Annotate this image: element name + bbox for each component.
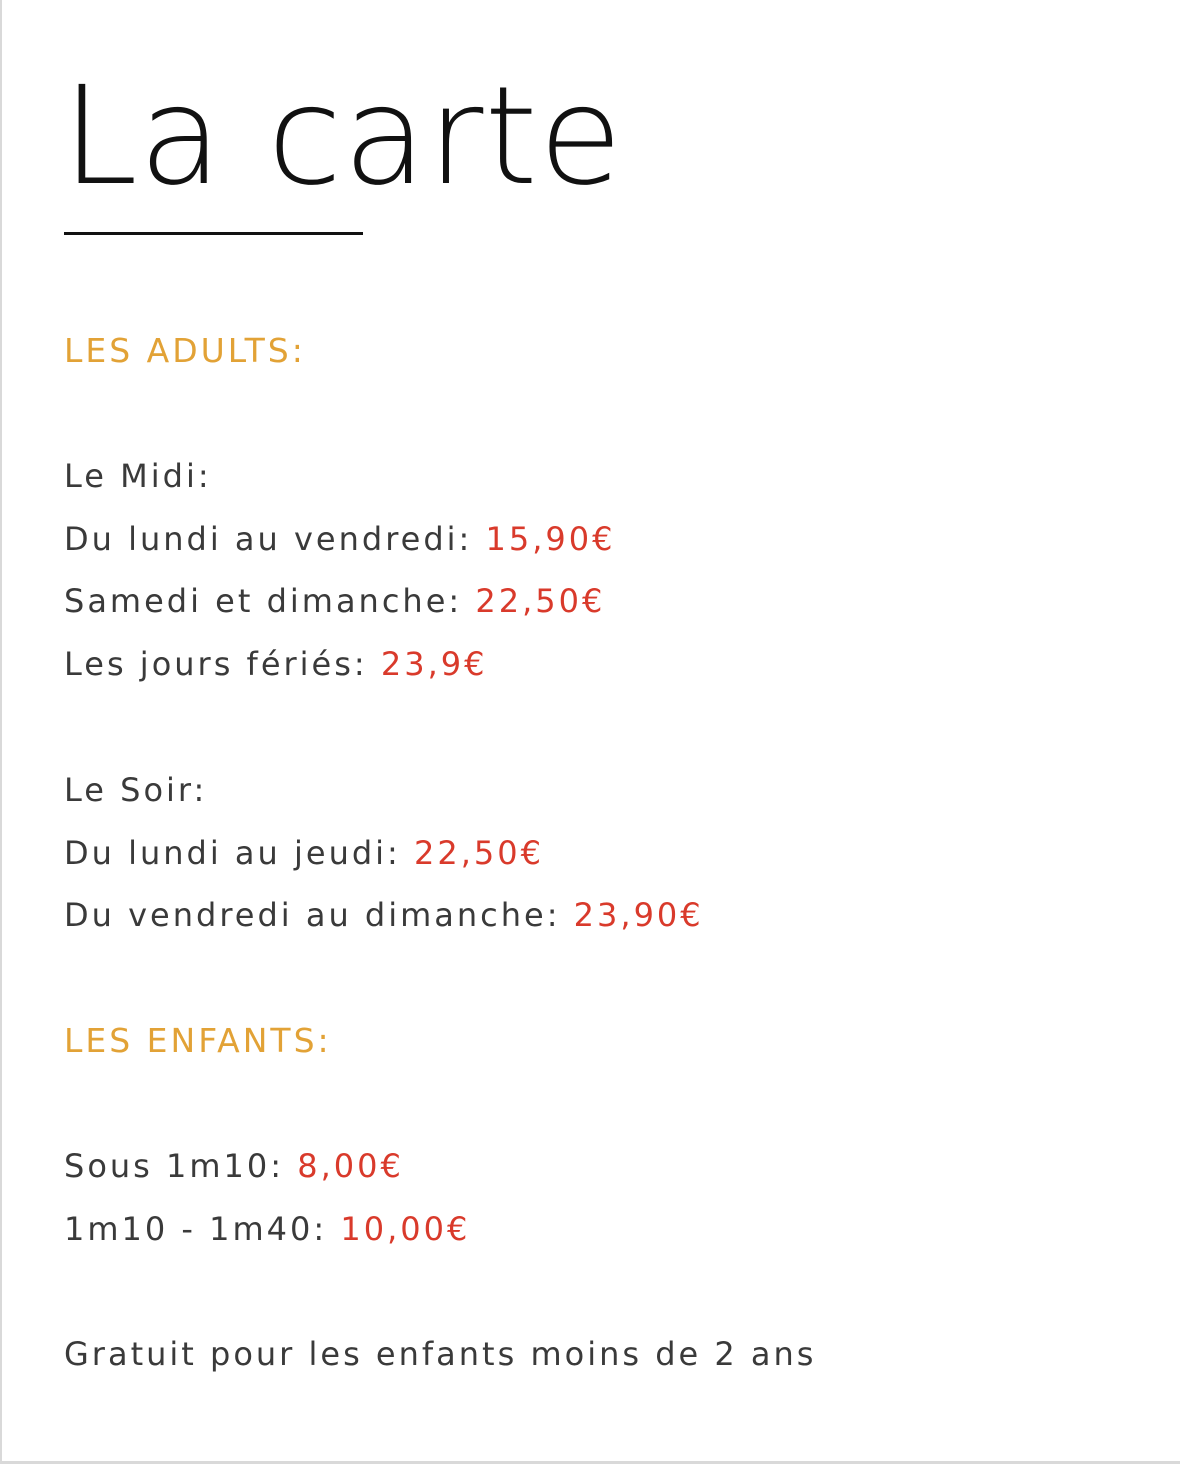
spacer bbox=[64, 382, 1124, 445]
spacer bbox=[64, 1260, 1124, 1323]
price-value: 8,00€ bbox=[297, 1146, 404, 1185]
soir-label: Le Soir: bbox=[64, 770, 208, 809]
spacer bbox=[64, 696, 1124, 759]
spacer bbox=[64, 947, 1124, 1010]
price-row bbox=[64, 633, 1124, 696]
page-title: La carte bbox=[62, 58, 624, 216]
price-row-label: Sous 1m10: bbox=[64, 1146, 285, 1185]
spacer bbox=[64, 1072, 1124, 1135]
adults-heading: LES ADULTS: bbox=[64, 331, 306, 370]
price-row-label: Du lundi au jeudi: bbox=[64, 833, 401, 872]
price-value: 23,9€ bbox=[380, 645, 488, 684]
price-row-label: Du lundi au vendredi: bbox=[64, 519, 473, 558]
price-value: 22,50€ bbox=[414, 833, 544, 872]
price-value: 15,90€ bbox=[485, 519, 616, 558]
price-row bbox=[64, 884, 1124, 947]
children-heading: LES ENFANTS: bbox=[64, 1020, 332, 1060]
price-value: 22,50€ bbox=[475, 582, 606, 621]
menu-content bbox=[64, 320, 1124, 1386]
price-row bbox=[64, 508, 1124, 571]
price-row bbox=[64, 1135, 1124, 1198]
price-value: 10,00€ bbox=[340, 1209, 471, 1248]
price-row bbox=[64, 1198, 1124, 1261]
children-note: Gratuit pour les enfants moins de 2 ans bbox=[64, 1335, 817, 1374]
title-underline bbox=[64, 232, 363, 235]
price-value: 23,90€ bbox=[573, 896, 704, 935]
price-row bbox=[64, 570, 1124, 633]
price-row-label: Les jours fériés: bbox=[64, 645, 368, 684]
midi-label: Le Midi: bbox=[64, 456, 212, 495]
price-row-label: Du vendredi au dimanche: bbox=[64, 896, 561, 935]
price-row-label: Samedi et dimanche: bbox=[64, 582, 463, 621]
price-row-label: 1m10 - 1m40: bbox=[64, 1209, 328, 1248]
price-row bbox=[64, 822, 1124, 885]
